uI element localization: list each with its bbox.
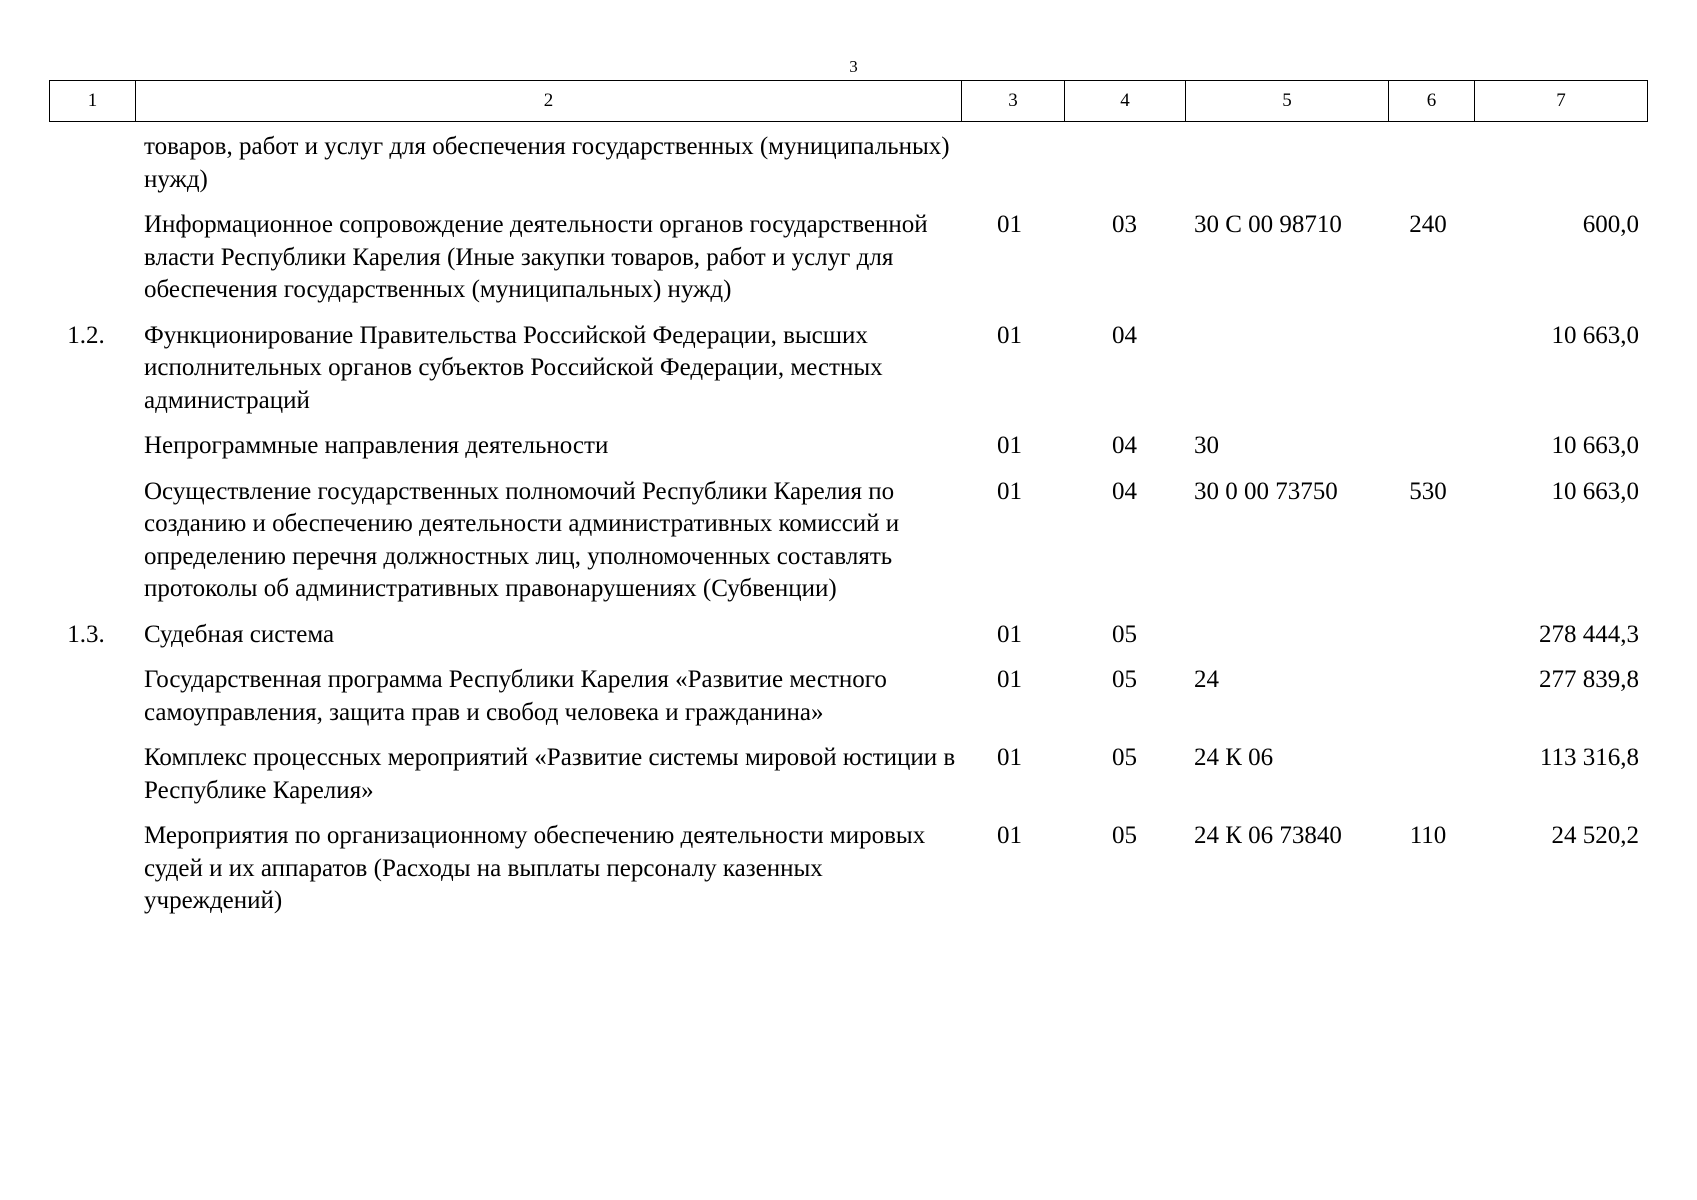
row-number [49,131,135,209]
row-name: Комплекс процессных мероприятий «Развитие системы мировой юстиции в Республике Карелия» [144,744,956,804]
section-code: 01 [997,432,1022,459]
expense-type-code: 110 [1409,822,1447,849]
row-number [49,430,135,476]
row-name: Информационное сопровождение деятельности органов государственной власти Республики Карелия (Иные закупки товаров, работ и услуг для обеспечения государственных (муниципальных) нужд) [144,211,928,303]
target-article-code: 24 [1194,666,1219,693]
expense-type-code: 240 [1409,211,1447,238]
amount: 277 839,8 [1539,666,1639,693]
target-article-code [1185,131,1388,209]
row-number: 1.3. [67,620,105,648]
expense-type-code [1388,742,1474,820]
row-name: Государственная программа Республики Карелия «Развитие местного самоуправления, защита прав и свобод человека и гражданина» [144,666,887,726]
table-row [49,664,1647,742]
section-code: 01 [997,822,1022,849]
target-article-code: 30 [1194,432,1219,459]
target-article-code [1185,320,1388,431]
amount [1474,131,1647,209]
row-number [49,209,135,320]
amount: 113 316,8 [1539,744,1639,771]
column-number-7: 7 [1475,81,1648,122]
target-article-code: 30 0 00 73750 [1194,477,1338,505]
row-number [49,742,135,820]
target-article-code: 30 С 00 98710 [1194,211,1342,238]
section-code: 01 [997,620,1022,648]
subsection-code: 03 [1112,211,1137,238]
amount: 600,0 [1582,211,1639,238]
table-row [49,131,1647,209]
row-name: Судебная система [144,620,335,648]
column-header-table [49,80,1648,122]
table-row [49,320,1647,431]
subsection-code: 05 [1112,666,1137,693]
section-code: 01 [997,211,1022,238]
row-number [49,820,135,931]
amount: 24 520,2 [1551,822,1639,849]
column-number-row [50,81,1648,122]
subsection-code: 05 [1112,822,1137,849]
expense-type-code [1388,430,1474,476]
table-row [49,209,1647,320]
column-number-4: 4 [1065,81,1186,122]
table-row [49,820,1647,931]
budget-table [49,131,1647,931]
column-number-6: 6 [1389,81,1475,122]
page-number: 3 [849,57,858,76]
expense-type-code [1388,664,1474,742]
amount: 10 663,0 [1551,477,1639,505]
section-code: 01 [997,744,1022,771]
table-row [49,476,1647,619]
subsection-code: 04 [1112,321,1137,349]
expense-type-code [1388,619,1474,665]
subsection-code: 05 [1112,744,1137,771]
section-code [961,131,1064,209]
row-name: Осуществление государственных полномочий Республики Карелия по созданию и обеспечению деятельности административных комиссий и определению перечня должностных лиц, уполномоченных составлять протоколы об административных правонарушениях (Субвенции) [144,477,900,602]
subsection-code: 04 [1112,477,1137,505]
row-name: Мероприятия по организационному обеспечению деятельности мировых судей и их аппаратов (Расходы на выплаты персоналу казенных учреждений) [144,822,926,914]
expense-type-code [1388,320,1474,431]
expense-type-code [1388,131,1474,209]
row-number: 1.2. [67,321,105,349]
section-code: 01 [997,666,1022,693]
row-number [49,664,135,742]
amount: 278 444,3 [1539,620,1639,648]
table-row [49,430,1647,476]
row-name: Непрограммные направления деятельности [144,432,609,459]
column-number-2: 2 [136,81,962,122]
table-row [49,742,1647,820]
amount: 10 663,0 [1551,321,1639,349]
subsection-code: 04 [1112,432,1137,459]
expense-type-code: 530 [1409,477,1447,505]
row-name: товаров, работ и услуг для обеспечения государственных (муниципальных) нужд) [144,133,950,193]
target-article-code [1185,619,1388,665]
target-article-code: 24 К 06 73840 [1194,822,1342,849]
amount: 10 663,0 [1551,432,1639,459]
row-name: Функционирование Правительства Российской Федерации, высших исполнительных органов субъектов Российской Федерации, местных администраций [144,321,883,414]
column-number-5: 5 [1186,81,1389,122]
target-article-code: 24 К 06 [1194,744,1274,771]
row-number [49,476,135,619]
subsection-code: 05 [1112,620,1137,648]
table-row [49,619,1647,665]
section-code: 01 [997,477,1022,505]
subsection-code [1064,131,1185,209]
section-code: 01 [997,321,1022,349]
column-number-3: 3 [962,81,1065,122]
column-number-1: 1 [50,81,136,122]
